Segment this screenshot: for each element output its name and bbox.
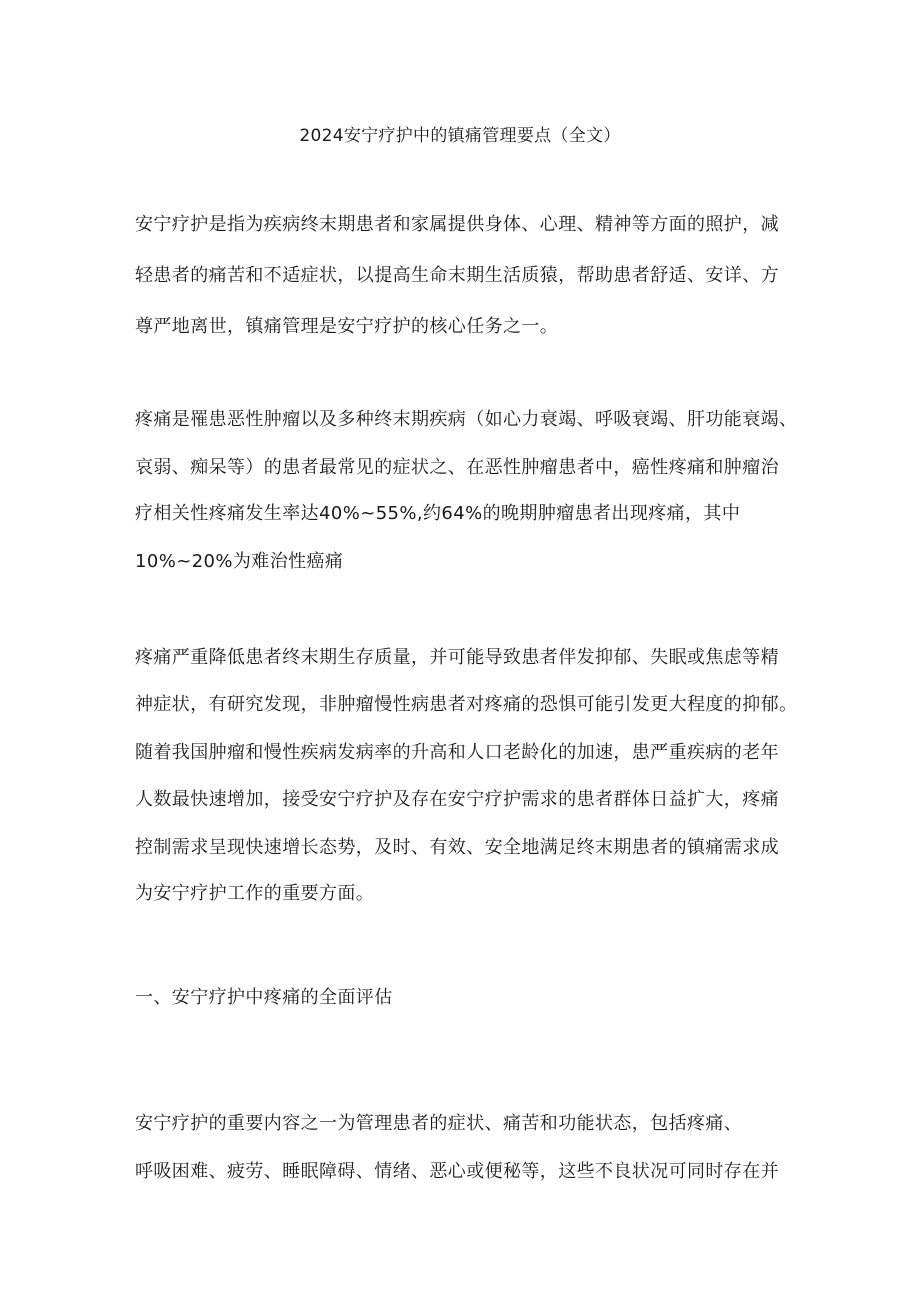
paragraph-3-line-1: 疼痛严重降低患者终末期生存质量，并可能导致患者伴发抑郁、失眠或焦虑等精: [135, 647, 779, 668]
paragraph-2-line-4: 10%~20%为难治性癌痛: [135, 551, 344, 572]
paragraph-3-line-5: 控制需求呈现快速增长态势，及时、有效、安全地满足终末期患者的镇痛需求成: [135, 837, 779, 858]
paragraph-3-line-2: 神症状，有研究发现，非肿瘤慢性病患者对疼痛的恐惧可能引发更大程度的抑郁。: [135, 694, 798, 715]
paragraph-2-line-3: 疗相关性疼痛发生率达40%~55%,约64%的晚期肿瘤患者出现疼痛，其中: [135, 503, 741, 524]
paragraph-3-line-3: 随着我国肿瘤和慢性疾病发病率的升高和人口老龄化的加速，患严重疾病的老年: [135, 742, 779, 763]
paragraph-1-line-2: 轻患者的痛苦和不适症状，以提高生命末期生活质猿，帮助患者舒适、安详、方: [135, 265, 779, 286]
paragraph-2-line-2: 哀弱、痴呆等）的患者最常见的症状之、在恶性肿瘤患者中，癌性疼痛和肿瘤治: [135, 457, 779, 478]
section-heading: 一、安宁疗护中疼痛的全面评估: [135, 987, 393, 1008]
paragraph-1-line-3: 尊严地离世，镇痛管理是安宁疗护的核心任务之一。: [135, 316, 559, 337]
paragraph-1-line-1: 安宁疗护是指为疾病终末期患者和家属提供身体、心理、精神等方面的照护，减: [135, 214, 779, 235]
paragraph-5-line-2: 呼吸困难、疲劳、睡眠障碍、情绪、恶心或便秘等，这些不良状况可同时存在并: [135, 1161, 779, 1182]
paragraph-5-line-1: 安宁疗护的重要内容之一为管理患者的症状、痛苦和功能状态，包括疼痛、: [135, 1113, 743, 1134]
document-title: 2024安宁疗护中的镇痛管理要点（全文）: [299, 126, 621, 146]
paragraph-3-line-4: 人数最快速增加，接受安宁疗护及存在安宁疗护需求的患者群体日益扩大，疼痛: [135, 789, 779, 810]
paragraph-2-line-1: 疼痛是罹患恶性肿瘤以及多种终末期疾病（如心力衰竭、呼吸衰竭、肝功能衰竭、: [135, 409, 798, 430]
paragraph-3-line-6: 为安宁疗护工作的重要方面。: [135, 883, 375, 904]
